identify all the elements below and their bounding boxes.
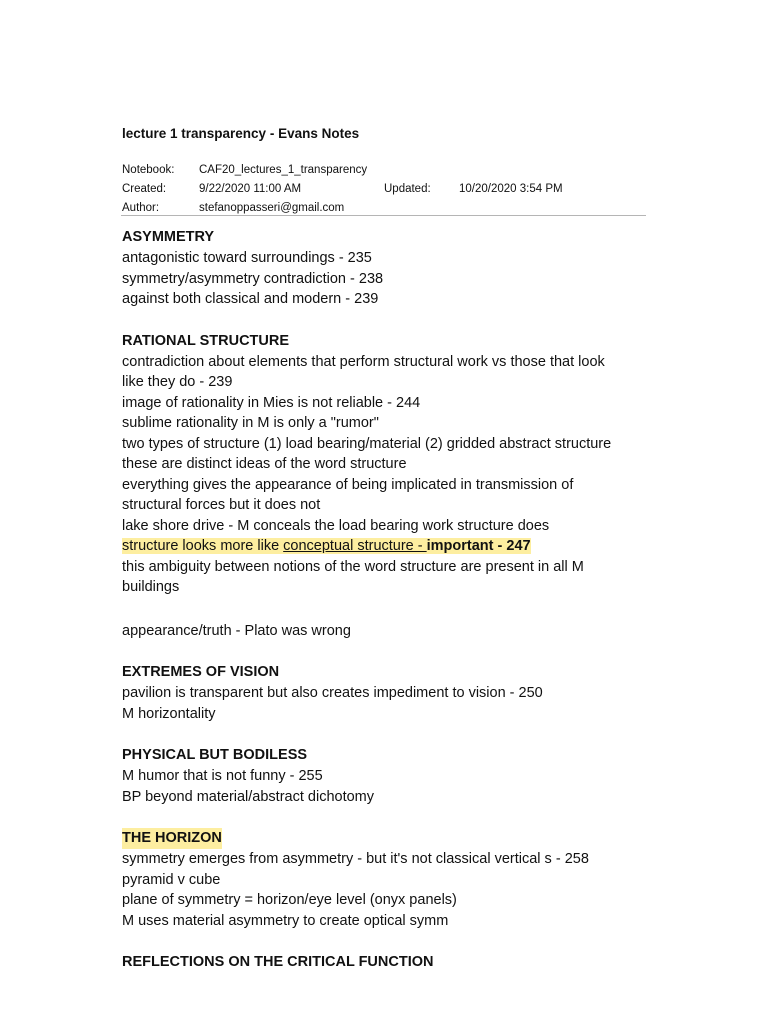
note-line: M humor that is not funny - 255: [122, 768, 323, 784]
highlight-text: structure looks more like: [122, 538, 284, 554]
section-the-horizon: [122, 828, 652, 931]
note-line: these are distinct ideas of the word structure: [122, 456, 407, 472]
notebook-value: CAF20_lectures_1_transparency: [199, 163, 368, 176]
note-line: BP beyond material/abstract dichotomy: [122, 788, 375, 805]
section-rational-structure: [122, 331, 652, 642]
important-highlight-text: important - 247: [426, 538, 531, 554]
section-reflections: [122, 952, 652, 973]
section-heading: REFLECTIONS ON THE CRITICAL FUNCTION: [122, 954, 434, 970]
note-line: against both classical and modern - 239: [122, 291, 379, 307]
updated-label: Updated:: [384, 182, 431, 195]
note-line: like they do - 239: [122, 374, 233, 390]
section-heading: EXTREMES OF VISION: [122, 664, 280, 680]
note-line: pyramid v cube: [122, 871, 221, 888]
underlined-highlight-text: conceptual structure -: [283, 538, 427, 554]
note-line: M horizontality: [122, 705, 216, 722]
created-value: 9/22/2020 11:00 AM: [199, 182, 302, 195]
notebook-label: Notebook:: [122, 163, 175, 176]
author-label: Author:: [122, 201, 160, 214]
created-row: [122, 179, 563, 198]
section-heading: PHYSICAL BUT BODILESS: [122, 747, 308, 763]
note-line: plane of symmetry = horizon/eye level (onyx panels): [122, 892, 457, 908]
author-value: stefanoppasseri@gmail.com: [199, 201, 345, 214]
section-physical-but-bodiless: [122, 745, 652, 807]
notebook-row: [122, 160, 563, 179]
section-heading: ASYMMETRY: [122, 229, 215, 245]
section-heading: RATIONAL STRUCTURE: [122, 332, 290, 349]
note-line: image of rationality in Mies is not reliable - 244: [122, 394, 421, 411]
section-asymmetry: [122, 227, 652, 310]
note-line: pavilion is transparent but also creates impediment to vision - 250: [122, 685, 543, 701]
created-label: Created:: [122, 182, 167, 195]
note-title: lecture 1 transparency - Evans Notes: [122, 126, 360, 141]
section-extremes-of-vision: [122, 662, 652, 724]
highlighted-line: [122, 536, 652, 557]
note-line: contradiction about elements that perform structural work vs those that look: [122, 353, 605, 370]
note-body: [122, 227, 652, 994]
note-line: everything gives the appearance of being implicated in transmission of: [122, 476, 574, 493]
note-metadata: [122, 160, 563, 217]
note-line: M uses material asymmetry to create optical symm: [122, 912, 449, 929]
note-line: lake shore drive - M conceals the load bearing work structure does: [122, 517, 550, 534]
note-line: two types of structure (1) load bearing/material (2) gridded abstract structure: [122, 435, 612, 452]
note-line: antagonistic toward surroundings - 235: [122, 250, 372, 266]
metadata-divider: [121, 215, 646, 216]
updated-value: 10/20/2020 3:54 PM: [459, 182, 563, 195]
note-line: structural forces but it does not: [122, 497, 321, 513]
note-line: sublime rationality in M is only a "rumor": [122, 415, 379, 431]
note-line: buildings: [122, 579, 180, 595]
note-line: appearance/truth - Plato was wrong: [122, 622, 351, 639]
section-heading: [122, 828, 652, 849]
note-line: this ambiguity between notions of the word structure are present in all M: [122, 558, 584, 575]
highlighted-heading: THE HORIZON: [122, 828, 222, 849]
note-line: symmetry/asymmetry contradiction - 238: [122, 270, 384, 287]
note-line: symmetry emerges from asymmetry - but it's not classical vertical s - 258: [122, 851, 589, 867]
